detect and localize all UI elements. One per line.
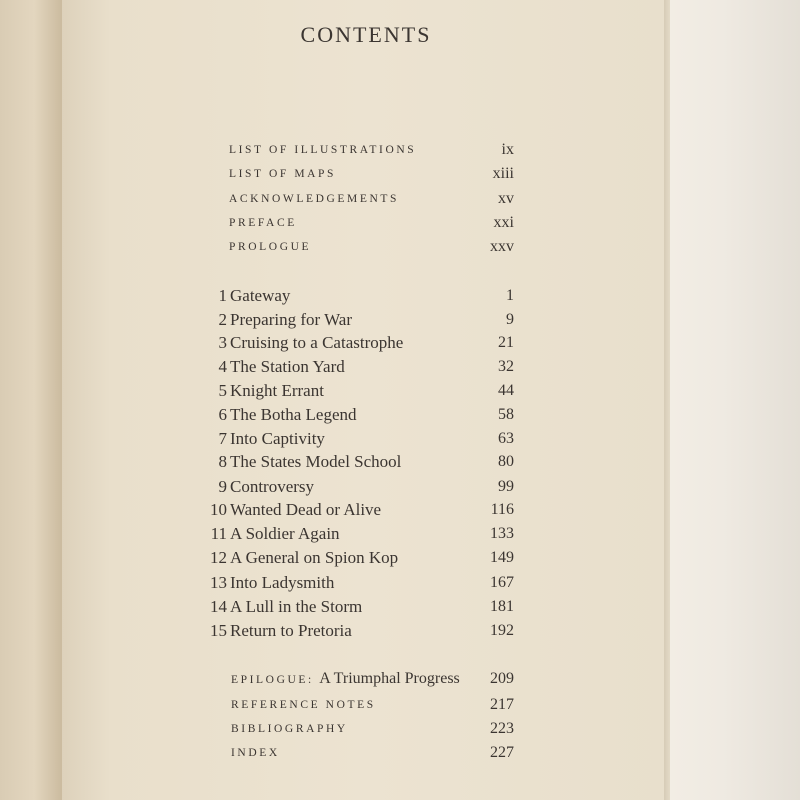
chapter-page: 192 bbox=[490, 622, 514, 639]
toc-entry-back-matter bbox=[62, 741, 670, 765]
chapter-title: Controversy bbox=[230, 477, 315, 496]
chapter-number: 9 bbox=[218, 477, 227, 496]
toc-chapter-entry bbox=[62, 427, 670, 451]
chapter-page: 149 bbox=[490, 549, 514, 566]
toc-chapter-entry bbox=[62, 331, 670, 355]
toc-chapter-entry bbox=[62, 403, 670, 427]
chapter-number: 6 bbox=[218, 405, 227, 424]
chapter-number: 7 bbox=[218, 429, 227, 448]
entry-label: ACKNOWLEDGEMENTS bbox=[229, 193, 400, 205]
chapter-page: 32 bbox=[498, 358, 514, 375]
chapter-page: 80 bbox=[498, 453, 514, 470]
chapter-title: Into Captivity bbox=[230, 429, 325, 448]
chapter-number: 8 bbox=[218, 452, 227, 471]
chapter-number: 10 bbox=[210, 500, 227, 519]
chapter-number: 15 bbox=[210, 621, 227, 640]
contents-page bbox=[62, 0, 670, 800]
chapter-title: Cruising to a Catastrophe bbox=[230, 333, 404, 352]
chapter-page: 181 bbox=[490, 598, 514, 615]
entry-page: xxv bbox=[490, 238, 514, 255]
chapter-number: 12 bbox=[210, 548, 227, 567]
chapter-title: A Soldier Again bbox=[230, 524, 340, 543]
chapter-number: 2 bbox=[218, 310, 227, 329]
entry-page: xiii bbox=[492, 165, 514, 182]
entry-page: 223 bbox=[490, 720, 514, 737]
toc-entry-back-matter bbox=[62, 717, 670, 741]
chapter-page: 58 bbox=[498, 406, 514, 423]
toc-chapter-entry bbox=[62, 284, 670, 308]
chapter-page: 1 bbox=[506, 287, 514, 304]
page-title: CONTENTS bbox=[300, 22, 432, 47]
toc-entry-epilogue bbox=[62, 667, 670, 691]
chapter-number: 4 bbox=[218, 357, 227, 376]
entry-page: xv bbox=[498, 190, 514, 207]
chapter-number: 14 bbox=[210, 597, 227, 616]
chapter-title: A Lull in the Storm bbox=[230, 597, 363, 616]
entry-label: REFERENCE NOTES bbox=[231, 699, 376, 711]
chapter-number: 5 bbox=[218, 381, 227, 400]
chapter-number: 11 bbox=[210, 524, 227, 543]
entry-label: LIST OF ILLUSTRATIONS bbox=[229, 144, 417, 156]
toc-entry-front-matter bbox=[62, 235, 670, 259]
chapter-title: Return to Pretoria bbox=[230, 621, 352, 640]
chapter-title: Gateway bbox=[230, 286, 291, 305]
toc-entry-front-matter bbox=[62, 211, 670, 235]
toc-entry-back-matter bbox=[62, 693, 670, 717]
chapter-page: 44 bbox=[498, 382, 514, 399]
chapter-title: The Botha Legend bbox=[230, 405, 357, 424]
chapter-title: The States Model School bbox=[230, 452, 402, 471]
chapter-number: 3 bbox=[218, 333, 227, 352]
entry-label: PREFACE bbox=[229, 217, 297, 229]
chapter-number: 13 bbox=[210, 573, 227, 592]
toc-chapter-entry bbox=[62, 308, 670, 332]
chapter-title: Preparing for War bbox=[230, 310, 352, 329]
background-surface bbox=[670, 0, 800, 800]
chapter-page: 167 bbox=[490, 574, 514, 591]
left-page-edge bbox=[0, 0, 62, 800]
entry-page: 217 bbox=[490, 696, 514, 713]
toc-chapter-entry bbox=[62, 546, 670, 570]
chapter-title: Knight Errant bbox=[230, 381, 324, 400]
chapter-title: Into Ladysmith bbox=[230, 573, 335, 592]
toc-chapter-entry bbox=[62, 355, 670, 379]
chapter-page: 63 bbox=[498, 430, 514, 447]
chapter-number: 1 bbox=[218, 286, 227, 305]
toc-entry-front-matter bbox=[62, 162, 670, 186]
entry-page: 227 bbox=[490, 744, 514, 761]
toc-chapter-entry bbox=[62, 522, 670, 546]
entry-page: 209 bbox=[490, 670, 514, 687]
toc-chapter-entry bbox=[62, 450, 670, 474]
entry-label: PROLOGUE bbox=[229, 241, 312, 253]
chapter-page: 99 bbox=[498, 478, 514, 495]
epilogue-subtitle: A Triumphal Progress bbox=[319, 670, 460, 687]
toc-chapter-entry bbox=[62, 379, 670, 403]
chapter-title: The Station Yard bbox=[230, 357, 345, 376]
toc-chapter-entry bbox=[62, 475, 670, 499]
toc-chapter-entry bbox=[62, 595, 670, 619]
entry-label bbox=[231, 667, 460, 692]
toc-chapter-entry bbox=[62, 498, 670, 522]
toc-chapter-entry bbox=[62, 571, 670, 595]
chapter-page: 133 bbox=[490, 525, 514, 542]
entry-label: INDEX bbox=[231, 747, 280, 759]
epilogue-label: EPILOGUE: bbox=[231, 674, 314, 686]
entry-label: LIST OF MAPS bbox=[229, 168, 337, 180]
chapter-page: 116 bbox=[490, 501, 514, 518]
entry-page: xxi bbox=[493, 214, 514, 231]
chapter-title: A General on Spion Kop bbox=[230, 548, 399, 567]
chapter-title: Wanted Dead or Alive bbox=[230, 500, 382, 519]
toc-chapter-entry bbox=[62, 619, 670, 643]
chapter-page: 21 bbox=[498, 334, 514, 351]
chapter-page: 9 bbox=[506, 311, 514, 328]
entry-label: BIBLIOGRAPHY bbox=[231, 723, 348, 735]
entry-page: ix bbox=[501, 141, 514, 158]
toc-entry-front-matter bbox=[62, 138, 670, 162]
toc-entry-front-matter bbox=[62, 187, 670, 211]
